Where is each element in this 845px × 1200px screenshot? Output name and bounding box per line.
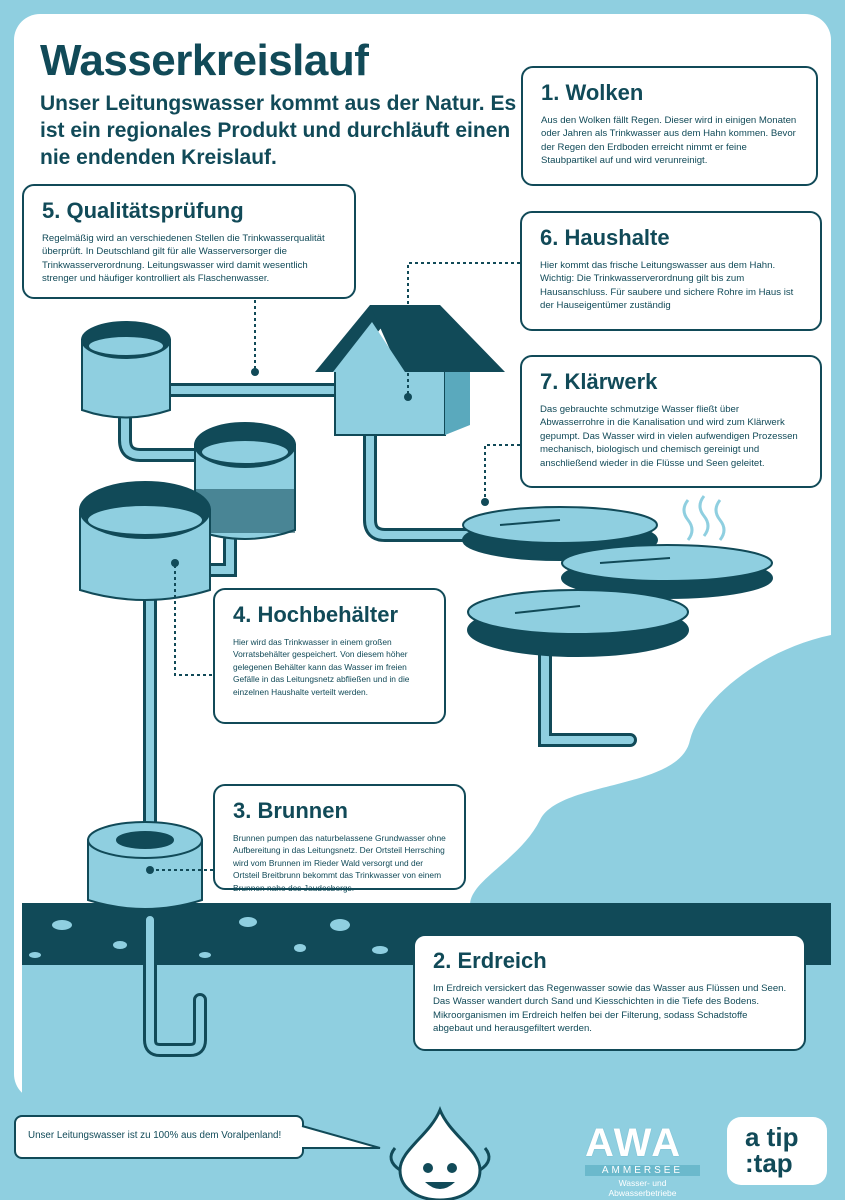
storage-tank-small	[82, 322, 170, 418]
speech-bubble-text: Unser Leitungswasser ist zu 100% aus dem Voralpenland!	[28, 1130, 282, 1141]
house	[315, 305, 505, 435]
info-box-title: 4. Hochbehälter	[233, 602, 399, 627]
info-box-title: 2. Erdreich	[433, 948, 547, 973]
steam-lines	[684, 496, 724, 540]
well	[88, 822, 202, 909]
tiptap-logo-top: a tip	[745, 1122, 799, 1152]
awa-logo-text: AWA	[585, 1121, 683, 1165]
info-box-title: 7. Klärwerk	[540, 369, 658, 394]
awa-logo	[585, 1123, 700, 1198]
info-box-title: 1. Wolken	[541, 80, 644, 105]
info-box-text: Brunnen pumpen das naturbelassene Grundwasser ohne Aufbereitung in das Leitungsnetz. Der Ortsteil Herrsching wird vom Brunnen im Rieder Wald versorgt und der Ortsteil Breitbrunn bekommt das Trinkwasser von einem Brunnen nahe des Jaudesbergs.	[233, 833, 446, 893]
awa-logo-tagline: Wasser- und Abwasserbetriebe	[608, 1178, 677, 1198]
awa-logo-sub: AMMERSEE	[585, 1165, 700, 1176]
info-box-qualitaet	[22, 184, 356, 299]
treatment-basins	[463, 507, 772, 656]
speech-bubble-tail	[300, 1118, 390, 1154]
tiptap-logo-bottom: :tap	[745, 1148, 793, 1178]
info-box-title: 3. Brunnen	[233, 798, 348, 823]
info-box-wolken	[521, 66, 818, 186]
info-box-title: 6. Haushalte	[540, 225, 670, 250]
info-box-text: Hier wird das Trinkwasser in einem großen Vorratsbehälter gespeichert. Von diesem höher gelegenen Behälter kann das Wasser im freien Gefälle in das Leitungsnetz abfließen und in die einzelnen Haushalte verteilt werden.	[233, 637, 410, 697]
page-subtitle: Unser Leitungswasser kommt aus der Natur. Es ist ein regionales Produkt und durchläuft einen nie endenden Kreislauf.	[40, 92, 517, 169]
info-box-brunnen	[213, 784, 466, 893]
info-box-erdreich	[413, 934, 806, 1051]
river	[470, 635, 831, 905]
speech-bubble	[14, 1115, 304, 1159]
info-box-klaerwerk	[520, 355, 822, 488]
info-box-title: 5. Qualitätsprüfung	[42, 198, 244, 223]
tiptap-logo	[727, 1117, 827, 1185]
info-box-text: Im Erdreich versickert das Regenwasser sowie das Wasser aus Flüssen und Seen. Das Wasser wandert durch Sand und Kiesschichten in die Tiefe des Bodens. Mikroorganismen im Erdreich helfen bei der Filterung, sodass Schadstoffe abgebaut und herausgefiltert werden.	[433, 983, 787, 1035]
high-tank	[80, 482, 210, 600]
water-drop-mascot	[391, 1110, 489, 1200]
info-box-hochbehaelter	[213, 588, 446, 724]
info-box-text: Aus den Wolken fällt Regen. Dieser wird in einigen Monaten oder Jahren als Trinkwasser aus dem Hahn kommen. Bevor der Regen den Erdboden erreicht nimmt er feine Staubpartikel auf und wird verunreinigt.	[541, 115, 797, 167]
info-box-haushalte	[520, 211, 822, 331]
page-title: Wasserkreislauf	[40, 36, 369, 85]
info-box-text: Hier kommt das frische Leitungswasser aus dem Hahn. Wichtig: Die Trinkwasserverordnung gilt bis zum Hausanschluss. Für saubere und sichere Rohre im Haus ist der Hauseigentümer zuständig	[540, 260, 794, 312]
info-box-text: Regelmäßig wird an verschiedenen Stellen die Trinkwasserqualität überprüft. In Deutschland gilt für alle Wasserversorger die Trinkwasserverordnung. Leitungswasser wird damit wesentlich strenger und häufiger kontrolliert als Flaschenwasser.	[42, 233, 325, 285]
info-box-text: Das gebrauchte schmutzige Wasser fließt über Abwasserrohre in die Kanalisation und wird zum Klärwerk gepumpt. Das Wasser wird in vielen aufwendigen Prozessen mechanisch, biologisch und chemisch gereinigt und anschließend wieder in die Flüsse und Seen geleitet.	[540, 404, 798, 469]
